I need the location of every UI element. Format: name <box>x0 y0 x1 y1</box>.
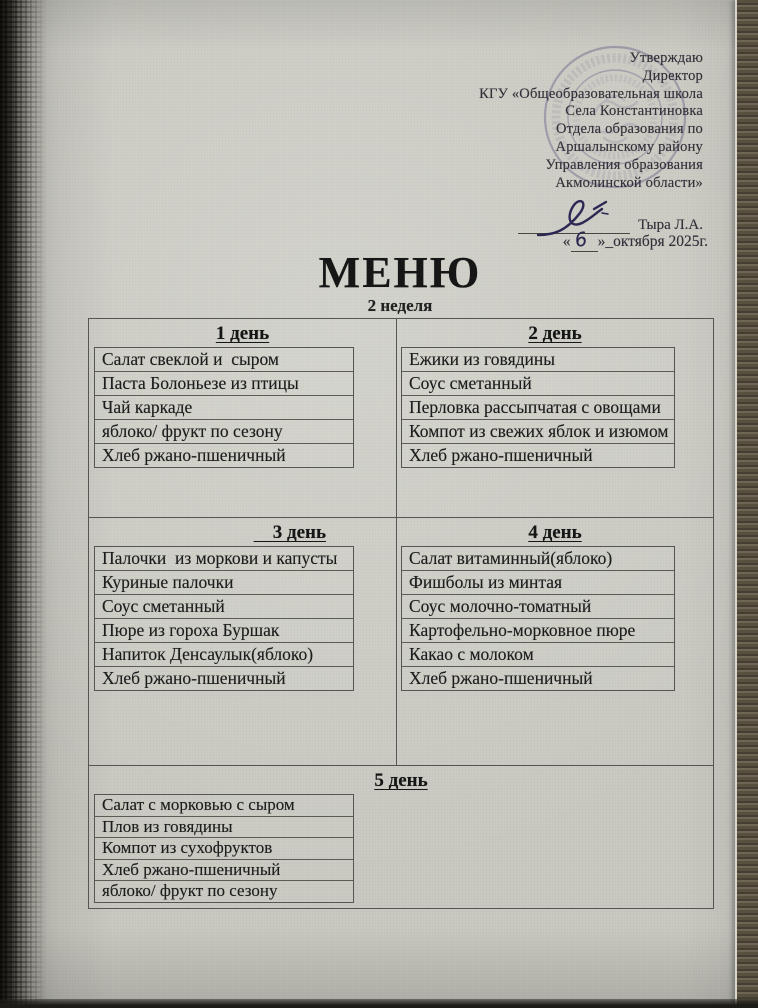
approval-block <box>273 50 703 192</box>
menu-item-row: Пюре из гороха Буршак <box>95 619 353 643</box>
photo-edge-bottom <box>0 999 758 1008</box>
menu-item-row: Палочки из моркови и капусты <box>95 547 353 571</box>
day-cell-4 <box>397 518 713 766</box>
menu-item-row: Соус сметанный <box>402 372 674 396</box>
date-line: « 6 »_октября 2025г. <box>562 228 708 252</box>
menu-item-row: Напиток Денсаулык(яблоко) <box>95 643 353 667</box>
menu-item-row: Компот из свежих яблок и изюмом <box>402 420 674 444</box>
day-items-table <box>401 347 675 468</box>
signature-row <box>518 194 703 234</box>
menu-item-row: Картофельно-морковное пюре <box>402 619 674 643</box>
approval-line: Акмолинской области» <box>555 174 703 191</box>
menu-item-row: Хлеб ржано-пшеничный <box>102 445 286 465</box>
day-items-table <box>401 546 675 691</box>
day-cell-5 <box>89 766 713 908</box>
title-block <box>88 250 712 316</box>
menu-item-row: Ежики из говядины <box>402 348 674 372</box>
menu-item-row: Компот из сухофруктов <box>95 838 353 860</box>
signer-name: Тыра Л.А. <box>638 217 703 233</box>
menu-item-row: Какао с молоком <box>402 643 674 667</box>
menu-item-row: Хлеб ржано-пшеничный <box>102 668 286 688</box>
day-items-table <box>94 794 354 903</box>
menu-item-row: Плов из говядины <box>95 817 353 839</box>
day-items-table <box>94 347 354 468</box>
photo-edge-right <box>735 0 758 1008</box>
day-cell-1 <box>89 319 397 518</box>
day-header-label: 5 день <box>374 770 428 791</box>
photo-edge-left <box>0 0 48 1008</box>
day-header-label: 2 день <box>528 323 582 344</box>
menu-item-row: Хлеб ржано-пшеничный <box>409 668 593 688</box>
approval-line: Села Константиновка <box>565 103 703 120</box>
menu-item-row: Салат свеклой и сыром <box>95 348 353 372</box>
approval-line: Аршалынскому району <box>555 138 703 155</box>
signature-line <box>518 195 630 234</box>
day-header-label: 3 день <box>272 522 326 543</box>
menu-item-row: яблоко/ фрукт по сезону <box>102 881 278 900</box>
menu-item-row: Паста Болоньезе из птицы <box>95 372 353 396</box>
menu-title: МЕНЮ <box>318 248 482 297</box>
menu-item-row: Салат витаминный(яблоко) <box>402 547 674 571</box>
menu-subtitle: 2 неделя <box>367 296 433 315</box>
menu-item-row: Фишболы из минтая <box>402 571 674 595</box>
day-header <box>397 518 713 545</box>
menu-item-row: Куриные палочки <box>95 571 353 595</box>
menu-item-row: Чай каркаде <box>95 396 353 420</box>
paper-crease <box>13 0 14 1008</box>
approval-line: КГУ «Общеобразовательная школа <box>479 85 703 102</box>
day-header-label: 1 день <box>215 323 270 344</box>
menu-item-row: Хлеб ржано-пшеничный <box>409 445 593 465</box>
day-header <box>89 319 396 346</box>
menu-item-row: Перловка рассыпчатая с овощами <box>402 396 674 420</box>
menu-item-row: яблоко/ фрукт по сезону <box>95 420 353 444</box>
menu-item-row: Хлеб ржано-пшеничный <box>95 860 353 882</box>
approval-line: Утверждаю <box>629 50 703 66</box>
day-header <box>89 518 396 545</box>
day-header <box>89 766 713 793</box>
handwritten-day: 6 <box>572 228 589 252</box>
menu-item-row: Соус сметанный <box>95 595 353 619</box>
day-header <box>397 319 713 346</box>
approval-line: Управления образования <box>545 156 703 173</box>
menu-item-row: Салат с морковью с сыром <box>95 795 353 817</box>
approval-line: Директор <box>642 67 703 84</box>
menu-item-row: Соус молочно-томатный <box>402 595 674 619</box>
day-items-table <box>94 546 354 691</box>
day-cell-2 <box>397 319 713 518</box>
day-header-label: 4 день <box>528 522 582 543</box>
approval-line: Отдела образования по <box>555 121 703 138</box>
day-cell-3 <box>89 518 397 766</box>
menu-table <box>88 318 714 909</box>
